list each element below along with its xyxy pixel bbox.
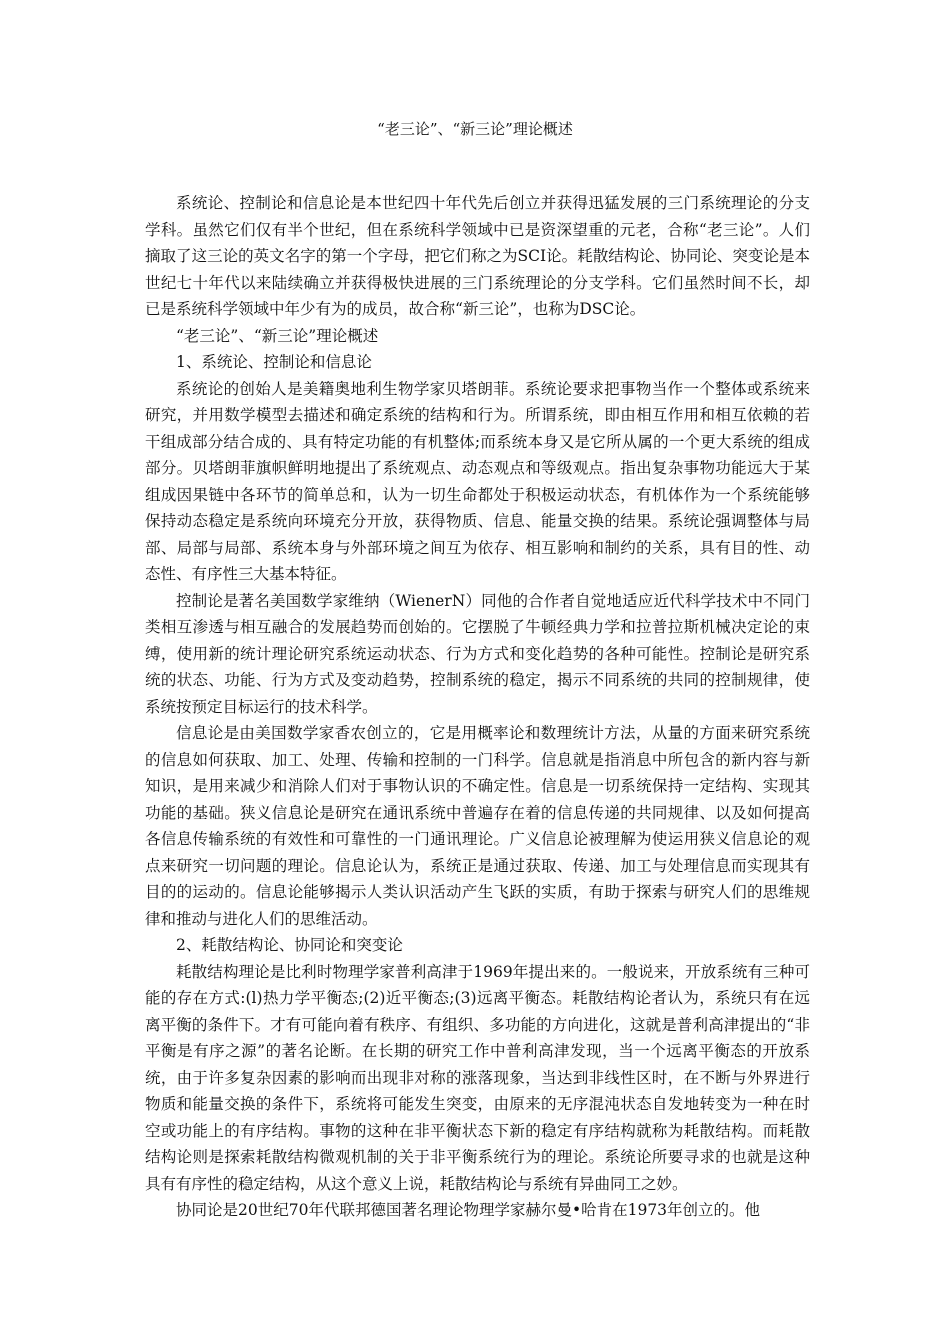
heading-section-2: 2、耗散结构论、协同论和突变论	[176, 936, 403, 954]
paragraph-cybernetics: 控制论是著名美国数学家维纳（WienerN）同他的合作者自觉地适应近代科学技术中不同门类相互渗透与相互融合的发展趋势而创始的。它摆脱了牛顿经典力学和拉普拉斯机械决定论的束缚，使用新的统计理论研究系统运动状态、行为方式和变化趋势的各种可能性。控制论是研究系统的状态、功能、行为方式及变动趋势，控制系统的稳定，揭示不同系统的共同的控制规律，使系统按预定目标运行的技术科学。	[145, 591, 810, 716]
document-title: “老三论”、“新三论”理论概述	[377, 120, 573, 138]
paragraph-information-theory: 信息论是由美国数学家香农创立的，它是用概率论和数理统计方法，从量的方面来研究系统的信息如何获取、加工、处理、传输和控制的一门科学。信息就是指消息中所包含的新内容与新知识，是用来减少和消除人们对于事物认识的不确定性。信息是一切系统保持一定结构、实现其功能的基础。狭义信息论是研究在通讯系统中普遍存在着的信息传递的共同规律、以及如何提高各信息传输系统的有效性和可靠性的一门通讯理论。广义信息论被理解为使运用狭义信息论的观点来研究一切问题的理论。信息论认为，系统正是通过获取、传递、加工与处理信息而实现其有目的的运动的。信息论能够揭示人类认识活动产生飞跃的实质，有助于探索与研究人们的思维规律和推动与进化人们的思维活动。	[145, 724, 810, 928]
section-title: “老三论”、“新三论”理论概述	[176, 326, 379, 345]
paragraph-dissipative-structure: 耗散结构理论是比利时物理学家普利高津于1969年提出来的。一般说来，开放系统有三种可能的存在方式:(l)热力学平衡态;(2)近平衡态;(3)远离平衡态。耗散结构论者认为，系统只有在远离平衡的条件下。才有可能向着有秩序、有组织、多功能的方向进化，这就是普利高津提出的“非平衡是有序之源”的著名论断。在长期的研究工作中普利高津发现，当一个远离平衡态的开放系统，由于许多复杂因素的影响而出现非对称的涨落现象，当达到非线性区时，在不断与外界进行物质和能量交换的条件下，系统将可能发生突变，由原来的无序混沌状态自发地转变为一种在时空或功能上的有序结构。事物的这种在非平衡状态下新的稳定有序结构就称为耗散结构。而耗散结构论则是探索耗散结构微观机制的关于非平衡系统行为的理论。系统论所要寻求的也就是这种具有有序性的稳定结构，从这个意义上说，耗散结构论与系统有异曲同工之妙。	[145, 962, 810, 1193]
paragraph-intro: 系统论、控制论和信息论是本世纪四十年代先后创立并获得迅猛发展的三门系统理论的分支学科。虽然它们仅有半个世纪，但在系统科学领域中已是资深望重的元老，合称“老三论”。人们摘取了这三论的英文名字的第一个字母，把它们称之为SCI论。耗散结构论、协同论、突变论是本世纪七十年代以来陆续确立并获得极快进展的三门系统理论的分支学科。它们虽然时间不长，却已是系统科学领域中年少有为的成员，故合称“新三论”，也称为DSC论。	[145, 194, 810, 318]
paragraph-synergetics: 协同论是20世纪70年代联邦德国著名理论物理学家赫尔曼•哈肯在1973年创立的。他	[176, 1201, 761, 1219]
heading-section-1: 1、系统论、控制论和信息论	[176, 353, 372, 371]
paragraph-system-theory: 系统论的创始人是美籍奥地利生物学家贝塔朗菲。系统论要求把事物当作一个整体或系统来研究，并用数学模型去描述和确定系统的结构和行为。所谓系统，即由相互作用和相互依赖的若干组成部分结合成的、具有特定功能的有机整体;而系统本身又是它所从属的一个更大系统的组成部分。贝塔朗菲旗帜鲜明地提出了系统观点、动态观点和等级观点。指出复杂事物功能远大于某组成因果链中各环节的简单总和，认为一切生命都处于积极运动状态，有机体作为一个系统能够保持动态稳定是系统向环境充分开放，获得物质、信息、能量交换的结果。系统论强调整体与局部、局部与局部、系统本身与外部环境之间互为依存、相互影响和制约的关系，具有目的性、动态性、有序性三大基本特征。	[145, 379, 810, 583]
document-body	[145, 190, 810, 1224]
